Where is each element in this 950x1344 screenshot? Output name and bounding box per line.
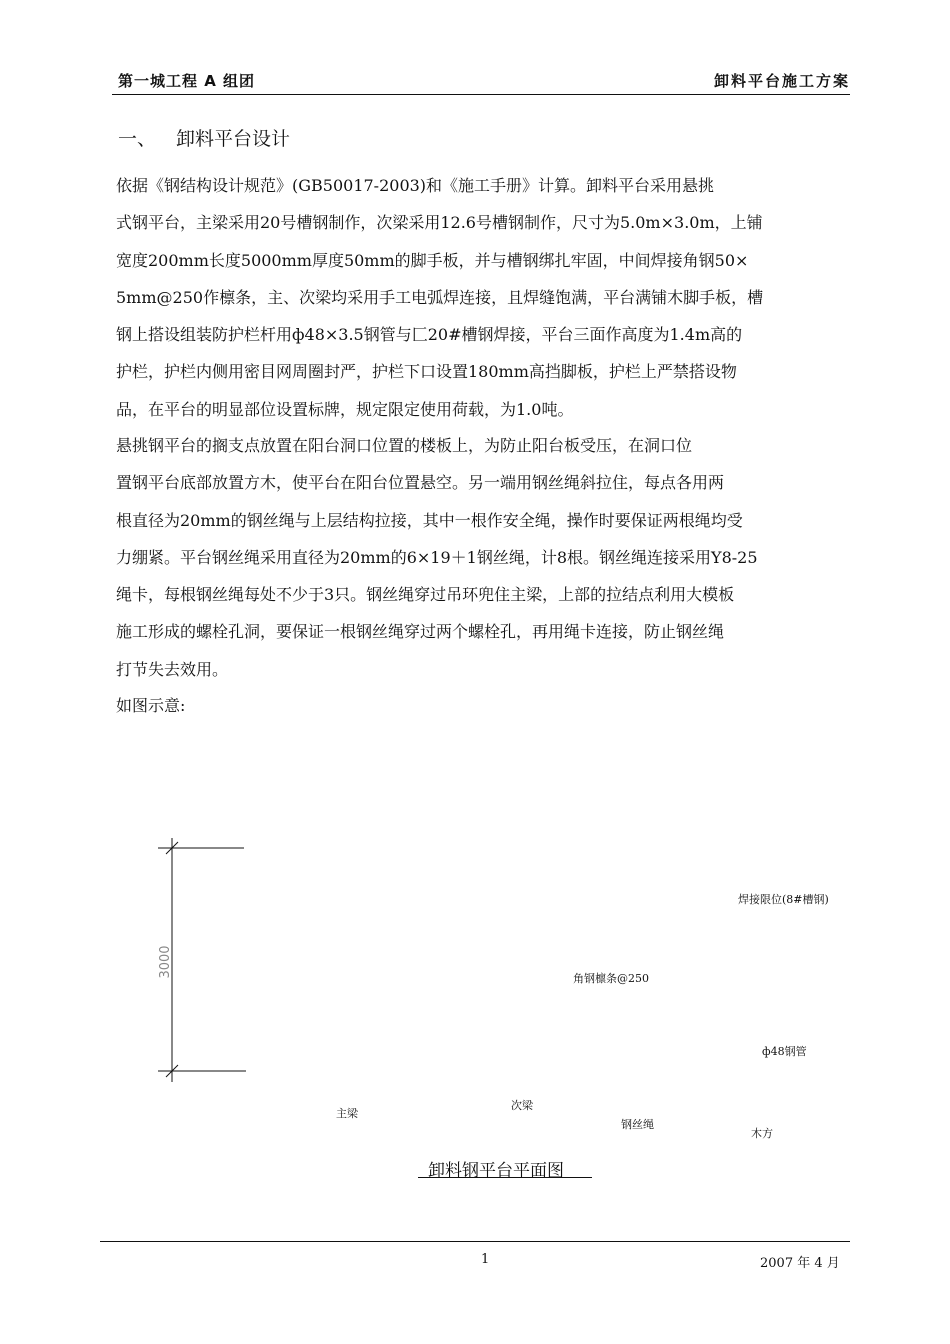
text-line: 品，在平台的明显部位设置标牌，规定限定使用荷载，为1.0吨。 [116, 399, 574, 419]
dimension-tick-top [166, 842, 178, 854]
paragraph-support-detail [116, 427, 850, 688]
section-number: 一、 [118, 128, 157, 150]
text-line: 打节失去效用。 [116, 659, 229, 679]
text-line: 式钢平台，主梁采用20号槽钢制作，次梁采用12.6号槽钢制作，尺寸为5.0m×3.0m，上铺 [116, 213, 763, 233]
text-line: 5mm@250作檩条，主、次梁均采用手工电弧焊连接，且焊缝饱满，平台满铺木脚手板，槽 [116, 287, 764, 307]
text-line: 施工形成的螺栓孔洞，要保证一根钢丝绳穿过两个螺栓孔，再用绳卡连接，防止钢丝绳 [116, 622, 725, 642]
text-line: 绳卡，每根钢丝绳每处不少于3只。钢丝绳穿过吊环兜住主梁，上部的拉结点利用大模板 [116, 585, 735, 605]
figure-caption-underline [418, 1177, 592, 1178]
dimension-tick-bottom [166, 1065, 178, 1077]
paragraph-design-basis [116, 167, 850, 428]
text-line: 如图示意: [116, 696, 186, 715]
text-line: 钢上搭设组装防护栏杆用ф48×3.5钢管与匚20#槽钢焊接，平台三面作高度为1.4m高的 [116, 325, 743, 345]
text-line: 力绷紧。平台钢丝绳采用直径为20mm的6×19＋1钢丝绳，计8根。钢丝绳连接采用Y8-25 [116, 547, 758, 567]
paragraph-figure-intro [116, 687, 850, 724]
text-line: 悬挑钢平台的搁支点放置在阳台洞口位置的楼板上，为防止阳台板受压，在洞口位 [116, 436, 693, 455]
header-project-name: 第一城工程 A 组团 [118, 72, 256, 90]
footer-date: 2007 年 4 月 [760, 1256, 840, 1271]
text-line: 护栏，护栏内侧用密目网周圈封严，护栏下口设置180mm高挡脚板，护栏上严禁搭设物 [116, 362, 737, 382]
footer-divider [100, 1241, 850, 1242]
page-number: 1 [481, 1252, 490, 1267]
label-main-beam: 主梁 [336, 1107, 358, 1120]
label-angle-purlin: 角钢檩条@250 [573, 972, 649, 985]
label-weld-limit: 焊接限位(8#槽钢) [738, 893, 829, 906]
dimension-value: 3000 [158, 945, 173, 979]
label-steel-pipe: ф48钢管 [762, 1045, 807, 1058]
header-document-title: 卸料平台施工方案 [713, 72, 850, 90]
label-secondary-beam: 次梁 [511, 1099, 533, 1112]
section-heading [118, 124, 290, 151]
text-line: 依据《钢结构设计规范》(GB50017-2003)和《施工手册》计算。卸料平台采用悬挑 [116, 176, 715, 195]
header-divider [112, 94, 850, 95]
figure-caption: 卸料钢平台平面图 [428, 1161, 564, 1181]
section-title: 卸料平台设计 [176, 128, 291, 150]
text-line: 宽度200mm长度5000mm厚度50mm的脚手板，并与槽钢绑扎牢固，中间焊接角钢50× [116, 250, 749, 270]
label-timber: 木方 [751, 1127, 773, 1140]
label-wire-rope: 钢丝绳 [621, 1118, 654, 1131]
text-line: 根直径为20mm的钢丝绳与上层结构拉接，其中一根作安全绳，操作时要保证两根绳均受 [116, 510, 743, 530]
text-line: 置钢平台底部放置方木，使平台在阳台位置悬空。另一端用钢丝绳斜拉住，每点各用两 [116, 473, 725, 493]
